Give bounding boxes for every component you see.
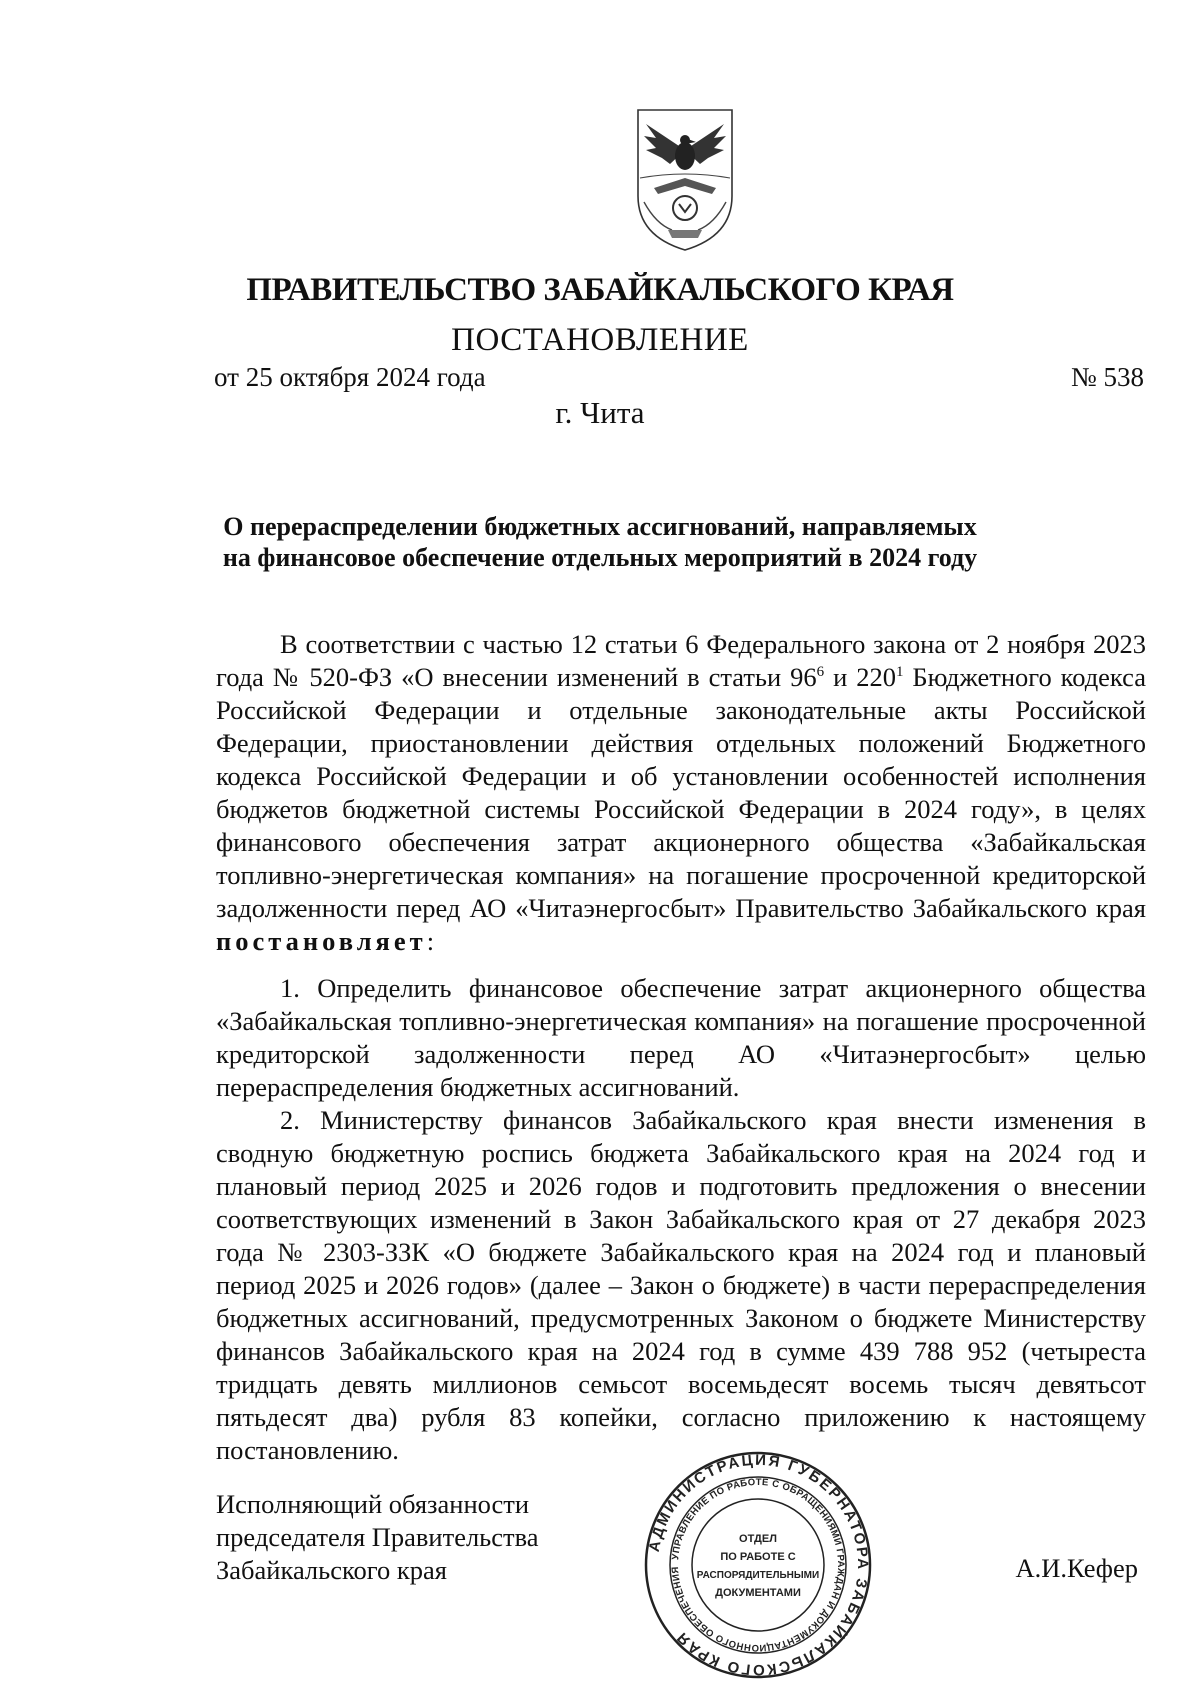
heading-line-1: О перераспределении бюджетных ассигнований, направляемых: [223, 512, 977, 541]
item-2-paragraph: 2. Министерству финансов Забайкальского края внести изменения в сводную бюджетную роспись бюджета Забайкальского края на 2024 год и плановый период 2025 и 2026 годов и подготовить предложения о внесении соответствующих изменений в Закон Забайкальского края от 27 декабря 2023 года № 2303-ЗЗК «О бюджете Забайкальского края на 2024 год и плановый период 2025 и 2026 годов» (далее – Закон о бюджете) в части перераспределения бюджетных ассигнований, предусмотренных Законом о бюджете Министерству финансов Забайкальского края на 2024 год в сумме 439 788 952 (четыреста тридцать девять миллионов семьсот восемьдесят восемь тысяч девятьсот пятьдесят два) рубля 83 копейки, согласно приложению к настоящему постановлению.: [216, 1105, 1146, 1465]
signatory-line-3: Забайкальского края: [216, 1555, 447, 1585]
preamble-text-2: и 220: [824, 662, 896, 692]
seal-center-line-4: ДОКУМЕНТАМИ: [715, 1587, 801, 1599]
seal-outer-text: АДМИНИСТРАЦИЯ ГУБЕРНАТОРА ЗАБАЙКАЛЬСКОГО КРАЯ: [645, 1451, 872, 1679]
document-heading: [180, 511, 1020, 573]
seal-inner-text: УПРАВЛЕНИЕ ПО РАБОТЕ С ОБРАЩЕНИЯМИ ГРАЖДАН И ДОКУМЕНТАЦИОННОГО ОБЕСПЕЧЕНИЯ: [669, 1476, 847, 1654]
seal-center-line-2: ПО РАБОТЕ С: [720, 1551, 796, 1563]
signatory-position: [216, 1488, 539, 1587]
preamble-text-3: Бюджетного кодекса Российской Федерации и отдельные законодательные акты Российской Федерации, приостановлении действия отдельных положений Бюджетного кодекса Российской Федерации и об установлении особенностей исполнения бюджетов бюджетной системы Российской Федерации в 2024 году», в целях финансового обеспечения затрат акционерного общества «Забайкальская топливно-энергетическая компания» на погашение просроченной кредиторской задолженности перед АО «Читаэнергосбыт» Правительство Забайкальского края: [216, 662, 1146, 923]
document-city: г. Чита: [555, 395, 645, 430]
signatory-line-2: председателя Правительства: [216, 1522, 539, 1552]
superscript-2: 1: [895, 664, 904, 681]
superscript-1: 6: [816, 664, 825, 681]
svg-text:УПРАВЛЕНИЕ ПО РАБОТЕ С ОБРАЩЕН: [670, 1477, 846, 1653]
document-body: [216, 628, 1146, 1467]
coat-of-arms-icon: [610, 104, 760, 254]
document-number: № 538: [1070, 362, 1144, 392]
document-date: от 25 октября 2024 года: [214, 362, 486, 392]
document-type: ПОСТАНОВЛЕНИЕ: [451, 322, 749, 358]
seal-center-line-3: РАСПОРЯДИТЕЛЬНЫМИ: [696, 1570, 820, 1581]
signatory-name: А.И.Кефер: [1015, 1553, 1138, 1583]
heading-line-2: на финансовое обеспечение отдельных мероприятий в 2024 году: [222, 543, 978, 572]
decree-word: постановляет: [216, 926, 427, 956]
official-seal-icon: [643, 1450, 873, 1680]
preamble-text-1: В соответствии с частью 12 статьи 6 Федерального закона от 2 ноября 2023 года № 520-ФЗ «О внесении изменений в статьи 96: [216, 629, 1146, 692]
item-1-paragraph: 1. Определить финансовое обеспечение затрат акционерного общества «Забайкальская топливно-энергетическая компания» на погашение просроченной кредиторской задолженности перед АО «Читаэнергосбыт» целью перераспределения бюджетных ассигнований.: [216, 973, 1146, 1102]
decree-colon: :: [426, 926, 435, 956]
seal-center-line-1: ОТДЕЛ: [739, 1533, 777, 1545]
signatory-line-1: Исполняющий обязанности: [216, 1489, 530, 1519]
government-title: ПРАВИТЕЛЬСТВО ЗАБАЙКАЛЬСКОГО КРАЯ: [246, 272, 954, 308]
preamble-paragraph: [216, 628, 1146, 958]
